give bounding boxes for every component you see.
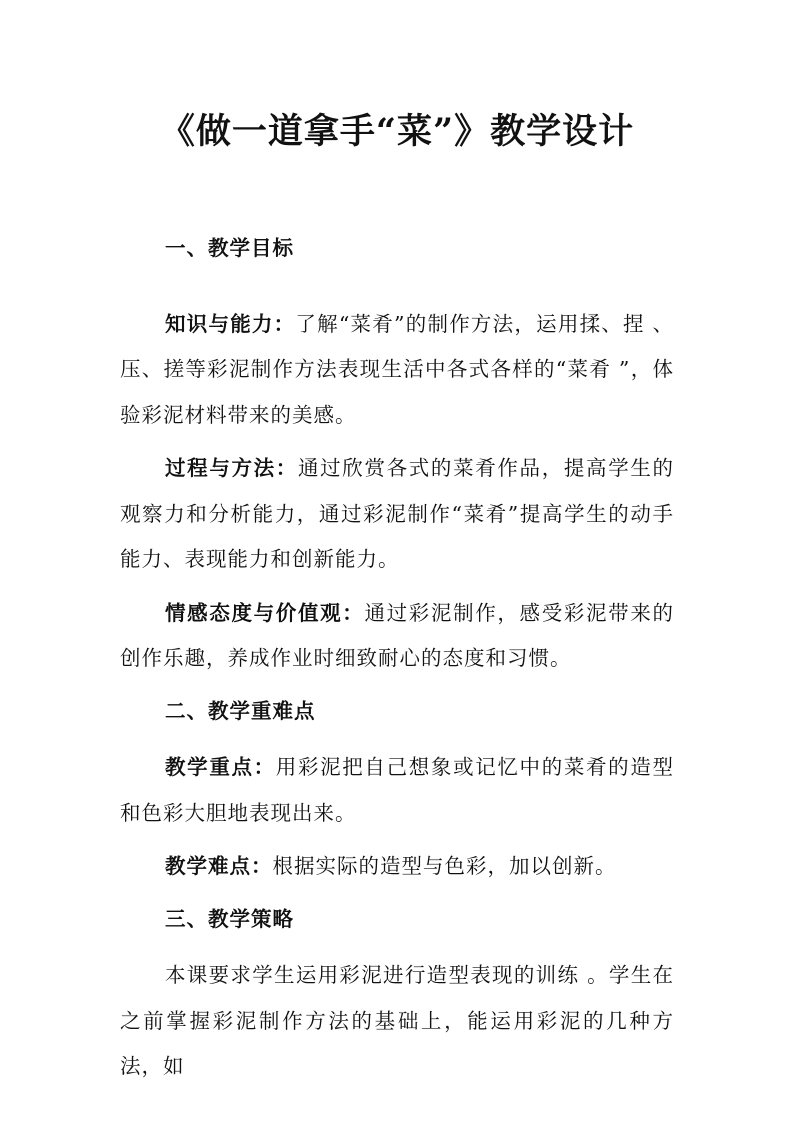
paragraph-text: 通过欣赏各式的菜肴作品，提高学生的观察力和分析能力，通过彩泥制作“菜肴”提高学生的动手能力、表现能力和创新能力。 [120,456,675,571]
paragraph-text: 用彩泥把自己想象或记忆中的菜肴的造型和色彩大胆地表现出来。 [120,755,675,825]
paragraph-lead: 教学难点： [165,854,273,878]
paragraph-lead: 过程与方法： [165,456,298,480]
paragraph-text: 通过彩泥制作，感受彩泥带来的创作乐趣，养成作业时细致耐心的态度和习惯。 [120,600,675,670]
paragraph-text: 根据实际的造型与色彩，加以创新。 [272,854,617,878]
paragraph-key-point [120,745,674,836]
document-body [120,226,674,1098]
paragraph-emotion-values [120,591,674,682]
paragraph-process-method [120,446,674,583]
section-heading-objectives: 一、教学目标 [165,236,294,260]
paragraph-difficulty [120,844,674,890]
document-title: 《做一道拿手“菜”》教学设计 [159,111,635,152]
paragraph-lead: 教学重点： [165,755,276,779]
paragraph-strategy [120,953,674,1090]
section-heading-key-points: 二、教学重难点 [165,698,316,723]
section-heading-strategy: 三、教学策略 [165,906,294,931]
paragraph-lead: 情感态度与价值观： [165,600,365,625]
paragraph-knowledge-ability [120,302,674,439]
paragraph-lead: 知识与能力： [165,311,296,336]
paragraph-text: 了解“菜肴”的制作方法，运用揉、捏 、压、搓等彩泥制作方法表现生活中各式各样的“菜肴 ”，体验彩泥材料带来的美感。 [120,311,675,427]
paragraph-text: 本课要求学生运用彩泥进行造型表现的训练 。学生在之前掌握彩泥制作方法的基础上，能运用彩泥的几种方法，如 [120,963,674,1078]
